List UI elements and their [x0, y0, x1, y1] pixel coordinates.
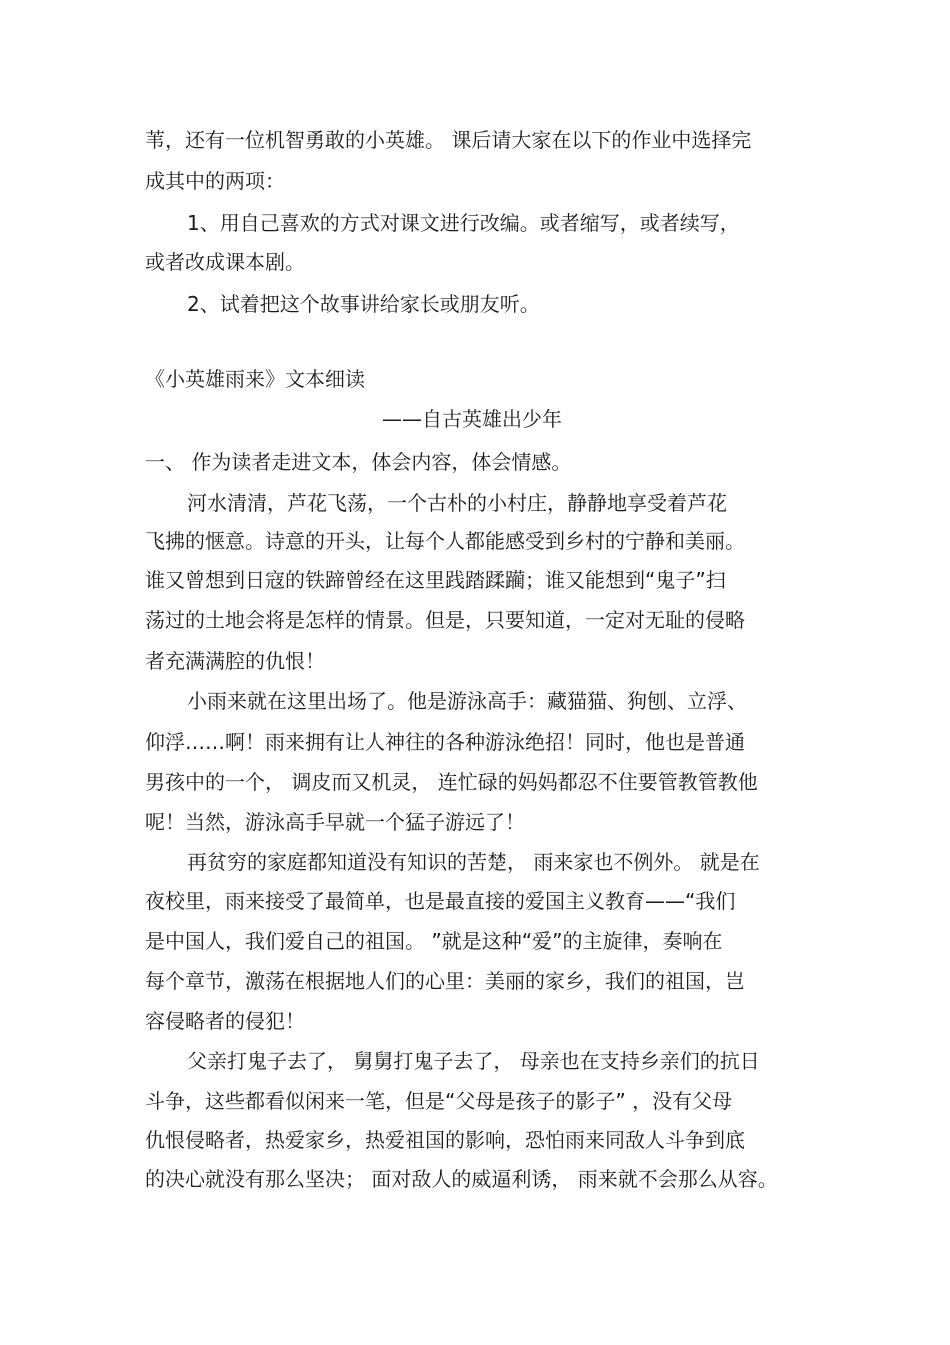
paragraph-4-line-1: 父亲打鬼子去了， 舅舅打鬼子去了， 母亲也在支持乡亲们的抗日	[187, 1049, 760, 1073]
paragraph-2-line-1: 小雨来就在这里出场了。他是游泳高手：藏猫猫、狗刨、立浮、	[187, 689, 747, 713]
paragraph-1-line-1: 河水清清，芦花飞荡，一个古朴的小村庄，静静地享受着芦花	[187, 491, 727, 515]
intro-line-1: 苇，还有一位机智勇敢的小英雄。 课后请大家在以下的作业中选择完	[145, 128, 752, 152]
paragraph-3-line-5: 容侵略者的侵犯！	[145, 1009, 305, 1033]
paragraph-2-line-2: 仰浮……啊！雨来拥有让人神往的各种游泳绝招！同时，他也是普通	[145, 730, 745, 754]
homework-item-1-cont: 或者改成课本剧。	[145, 250, 305, 274]
paragraph-3-line-2: 夜校里，雨来接受了最简单，也是最直接的爱国主义教育——“我们	[145, 889, 736, 913]
paragraph-4-line-3: 仇恨侵略者，热爱家乡，热爱祖国的影响，恐怕雨来同敌人斗争到底	[145, 1128, 745, 1152]
homework-item-2: 2、试着把这个故事讲给家长或朋友听。	[187, 292, 540, 316]
paragraph-3-line-1: 再贫穷的家庭都知道没有知识的苦楚， 雨来家也不例外。 就是在	[187, 850, 760, 874]
paragraph-1-line-5: 者充满满腔的仇恨！	[145, 649, 325, 673]
paragraph-2-line-4: 呢！当然，游泳高手早就一个猛子游远了！	[145, 810, 525, 834]
paragraph-1-line-4: 荡过的土地会将是怎样的情景。但是，只要知道，一定对无耻的侵略	[145, 608, 745, 632]
paragraph-3-line-4: 每个章节，激荡在根据地人们的心里：美丽的家乡，我们的祖国，岂	[145, 969, 745, 993]
paragraph-4-line-2: 斗争，这些都看似闲来一笔，但是“父母是孩子的影子” ，没有父母	[145, 1089, 733, 1113]
homework-item-1: 1、用自己喜欢的方式对课文进行改编。或者缩写，或者续写，	[187, 211, 740, 235]
article-title: 《小英雄雨来》文本细读	[145, 367, 365, 391]
paragraph-1-line-3: 谁又曾想到日寇的铁蹄曾经在这里践踏蹂躏；谁又能想到“鬼子”扫	[145, 568, 726, 592]
paragraph-3-line-3: 是中国人，我们爱自己的祖国。 ”就是这种“爱”的主旋律，奏响在	[145, 929, 723, 953]
article-subtitle: ——自古英雄出少年	[382, 407, 562, 431]
paragraph-4-line-4: 的决心就没有那么坚决； 面对敌人的威逼利诱， 雨来就不会那么从容。	[145, 1167, 778, 1191]
paragraph-1-line-2: 飞拂的惬意。诗意的开头，让每个人都能感受到乡村的宁静和美丽。	[145, 529, 745, 553]
intro-line-2: 成其中的两项：	[145, 169, 285, 193]
section-heading: 一、 作为读者走进文本，体会内容，体会情感。	[145, 450, 572, 474]
paragraph-2-line-3: 男孩中的一个， 调皮而又机灵， 连忙碌的妈妈都忍不住要管教管教他	[145, 770, 758, 794]
